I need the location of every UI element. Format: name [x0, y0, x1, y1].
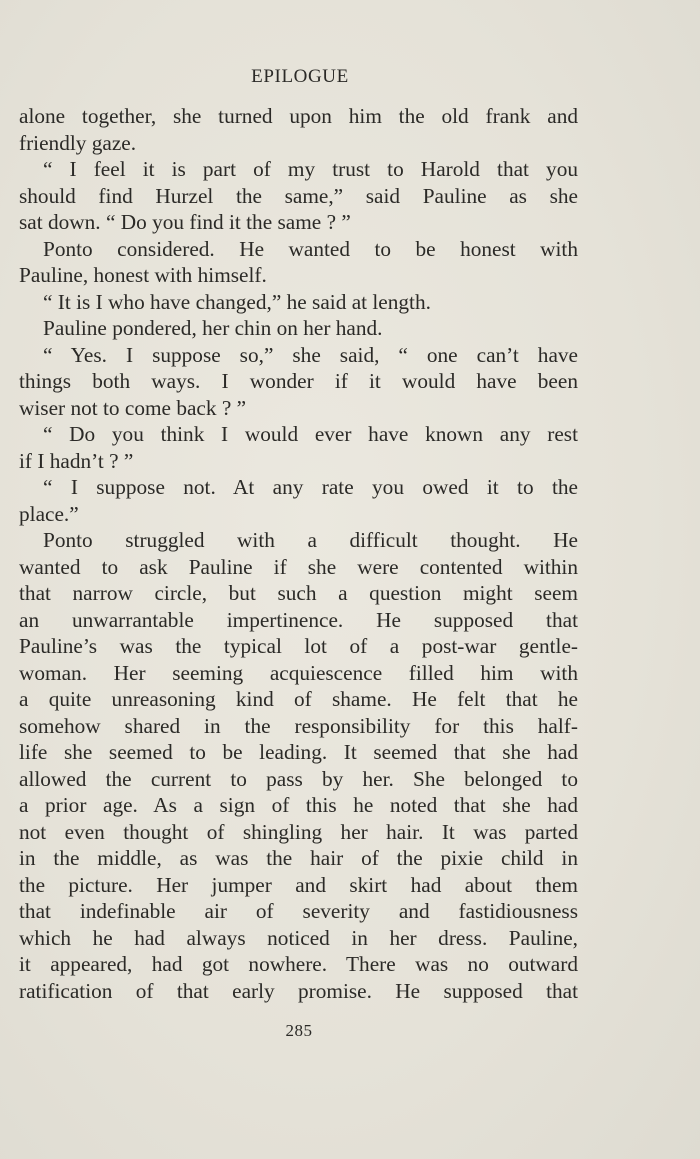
text-line: allowed the current to pass by her. She belonged to: [19, 766, 578, 791]
running-head: EPILOGUE: [251, 66, 349, 87]
text-line: wiser not to come back ? ”: [19, 395, 247, 420]
text-line: “ I feel it is part of my trust to Harold that you: [43, 157, 578, 181]
text-line: which he had always noticed in her dress. Pauline,: [19, 925, 578, 950]
page-number: 285: [285, 1021, 313, 1040]
text-line: it appeared, had got nowhere. There was no outward: [19, 952, 578, 976]
text-line: place.”: [19, 501, 79, 526]
text-line: life she seemed to be leading. It seemed that she had: [19, 740, 578, 764]
text-line: ratification of that early promise. He supposed that: [19, 978, 578, 1003]
text-line: alone together, she turned upon him the old frank and: [19, 104, 578, 128]
body-text: [19, 103, 578, 1004]
text-line: Pauline’s was the typical lot of a post-war gentle-: [19, 634, 578, 658]
text-line: things both ways. I wonder if it would have been: [19, 369, 578, 393]
text-line: Pauline pondered, her chin on her hand.: [43, 316, 383, 340]
text-line: wanted to ask Pauline if she were contented within: [19, 554, 578, 579]
text-line: a quite unreasoning kind of shame. He felt that he: [19, 687, 578, 711]
text-line: woman. Her seeming acquiescence filled him with: [19, 660, 578, 685]
text-line: if I hadn’t ? ”: [19, 448, 134, 473]
text-line: Ponto struggled with a difficult thought. He: [43, 528, 578, 552]
text-line: Pauline, honest with himself.: [19, 263, 267, 287]
text-line: that narrow circle, but such a question might seem: [19, 581, 578, 605]
text-line: “ Yes. I suppose so,” she said, “ one can’t have: [43, 342, 578, 367]
text-line: in the middle, as was the hair of the pixie child in: [19, 846, 578, 870]
text-line: should find Hurzel the same,” said Pauline as she: [19, 183, 578, 208]
text-line: sat down. “ Do you find it the same ? ”: [19, 210, 351, 234]
text-line: somehow shared in the responsibility for this half-: [19, 713, 578, 738]
text-line: an unwarrantable impertinence. He supposed that: [19, 607, 578, 632]
text-line: “ Do you think I would ever have known any rest: [43, 422, 578, 446]
text-line: friendly gaze.: [19, 130, 137, 155]
text-line: “ I suppose not. At any rate you owed it to the: [43, 475, 578, 499]
text-line: that indefinable air of severity and fastidiousness: [19, 899, 578, 923]
text-line: Ponto considered. He wanted to be honest with: [43, 236, 578, 261]
text-line: not even thought of shingling her hair. It was parted: [19, 819, 578, 844]
text-line: a prior age. As a sign of this he noted that she had: [19, 793, 578, 817]
text-line: “ It is I who have changed,” he said at length.: [43, 289, 431, 314]
text-line: the picture. Her jumper and skirt had about them: [19, 872, 578, 897]
